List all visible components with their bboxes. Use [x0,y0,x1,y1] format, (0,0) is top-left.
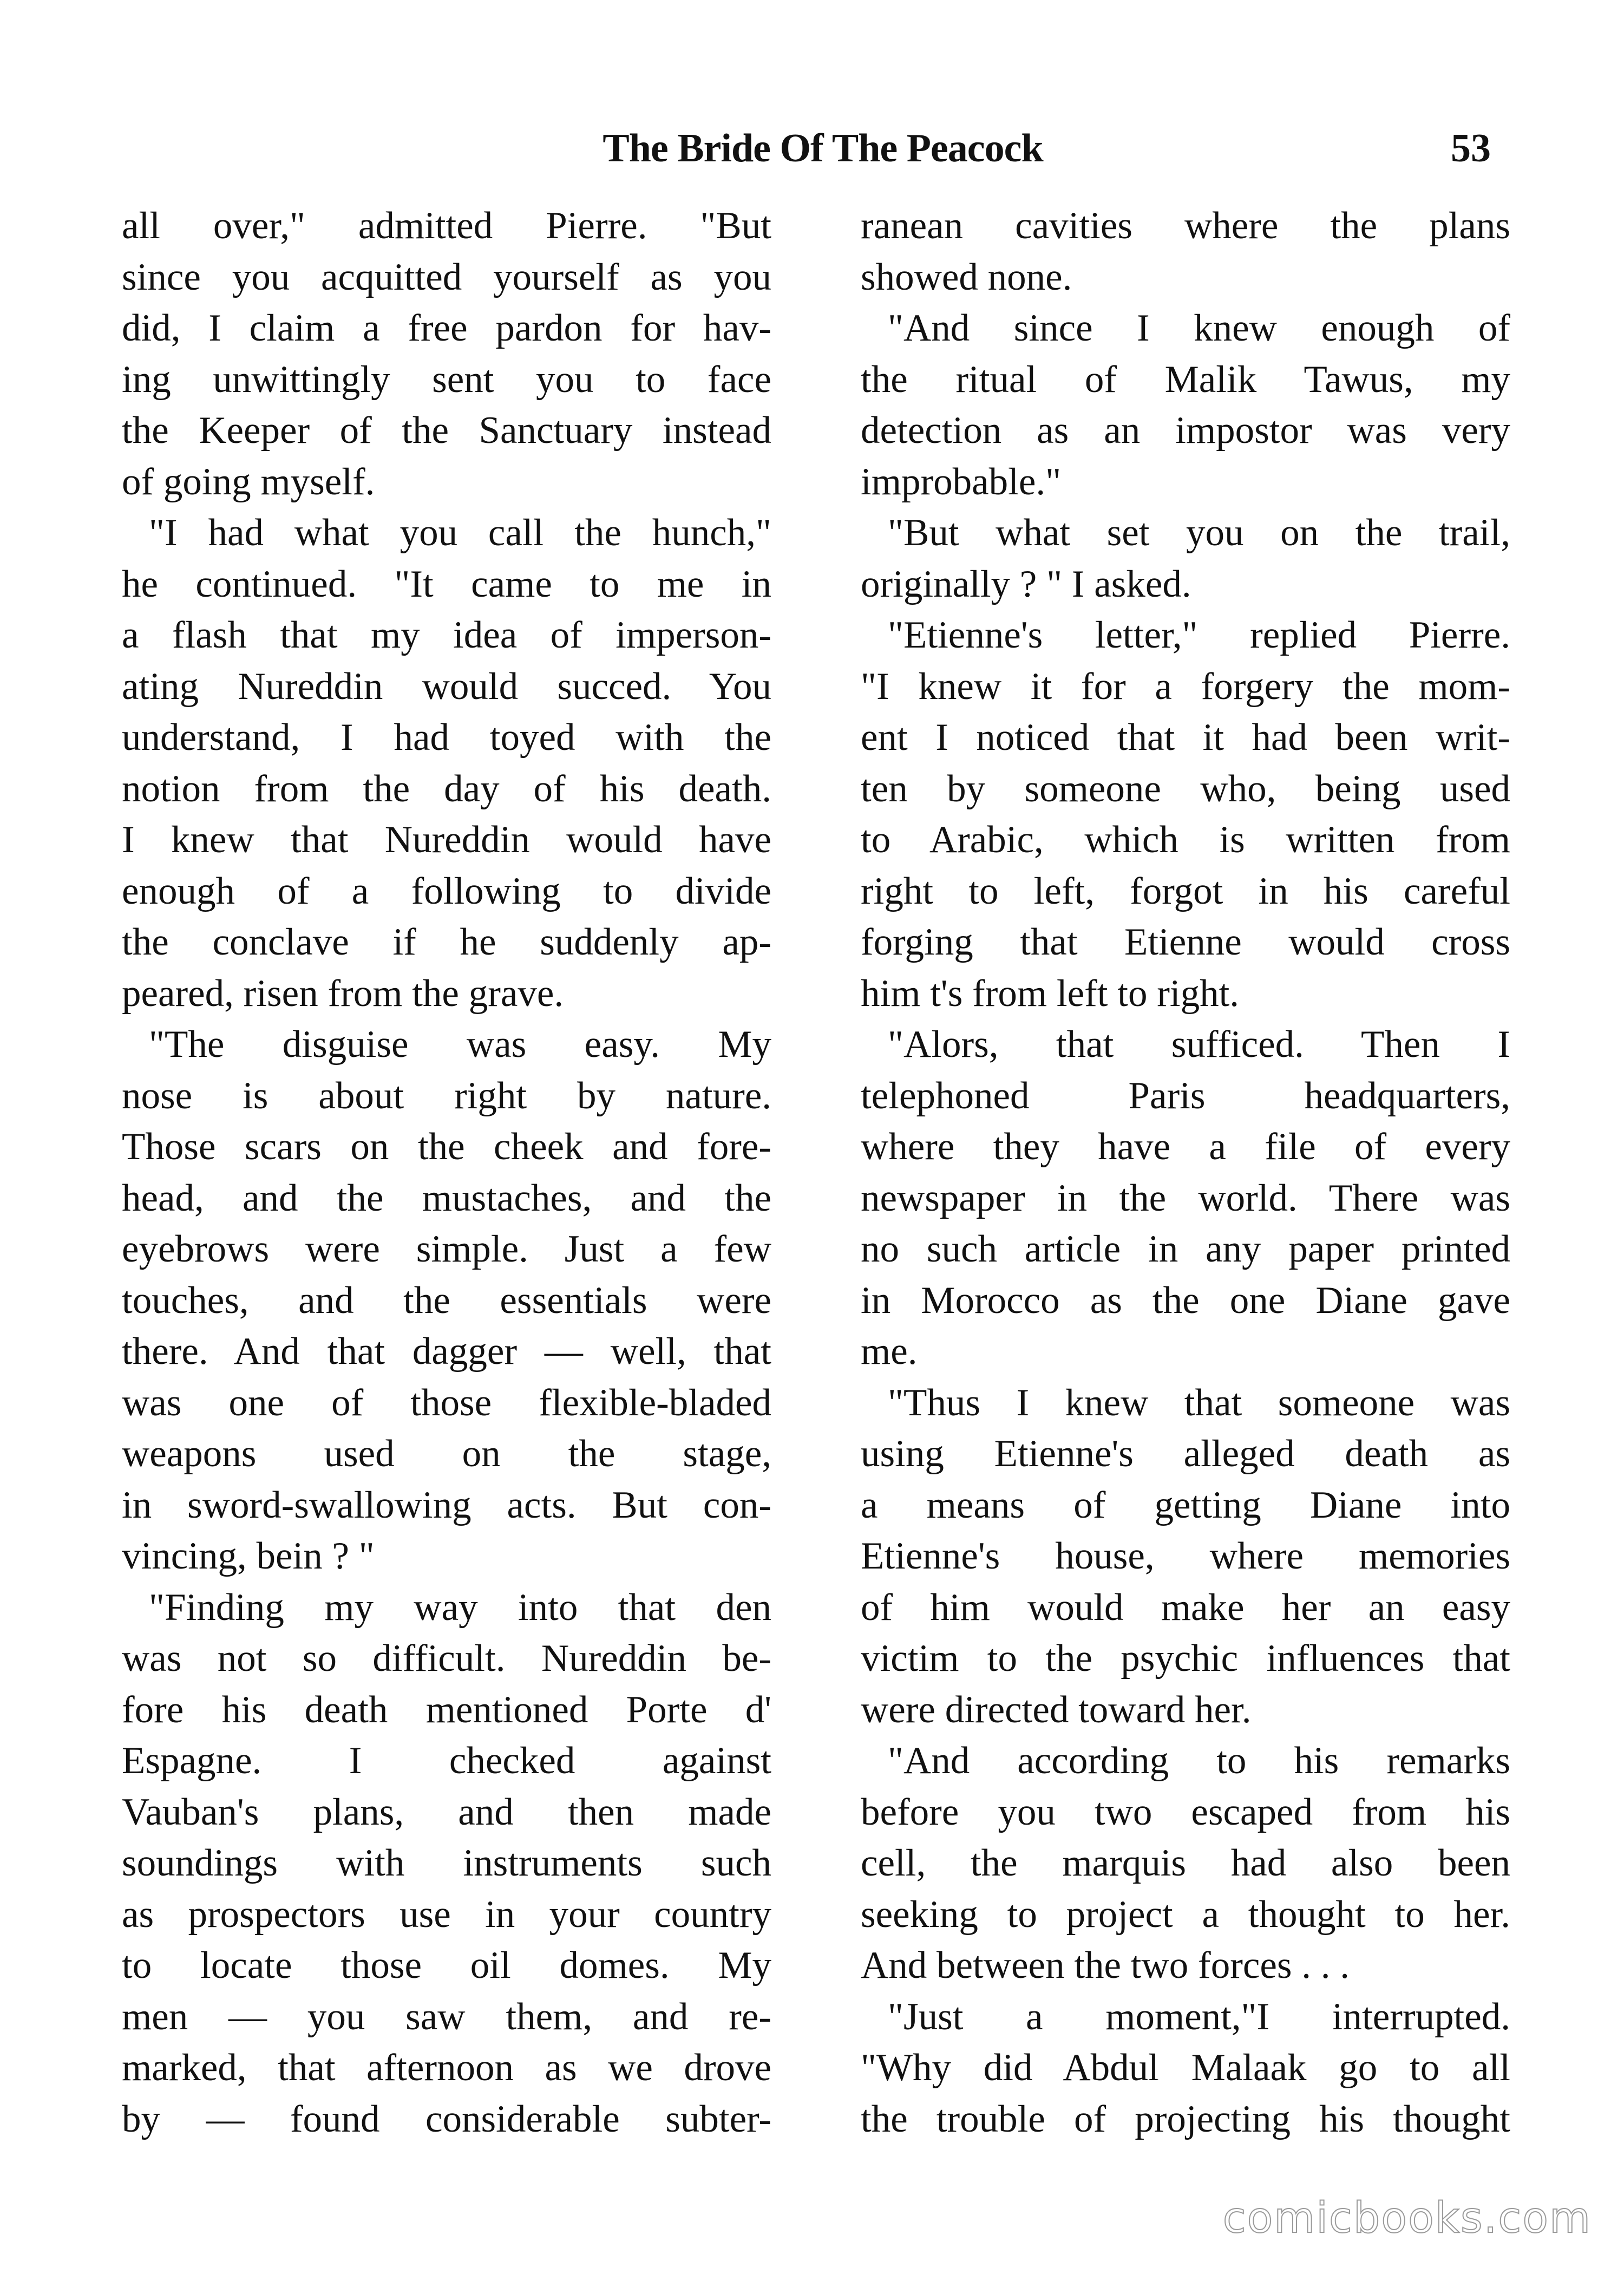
text-line: victim to the psychic influences that [861,1637,1510,1680]
text-line: "Finding my way into that den [149,1586,771,1629]
text-line: soundings with instruments such [122,1842,771,1884]
text-line: me. [861,1330,918,1373]
running-head-title: The Bride Of The Peacock [603,126,1043,171]
text-line: since you acquitted yourself as you [122,256,771,298]
text-line: in sword-swallowing acts. But con- [122,1484,771,1526]
text-line: enough of a following to divide [122,870,771,912]
text-line: detection as an impostor was very [861,409,1510,452]
text-line: ten by someone who, being used [861,767,1510,810]
text-line: "Etienne's letter," replied Pierre. [888,614,1510,656]
text-line: a flash that my idea of imperson- [122,614,771,656]
text-line: fore his death mentioned Porte d' [122,1688,771,1731]
text-line: right to left, forgot in his careful [861,870,1510,912]
text-line: the ritual of Malik Tawus, my [861,358,1510,401]
text-line: "I knew it for a forgery the mom- [861,665,1510,708]
text-line: ating Nureddin would succed. You [122,665,771,708]
text-line: originally ? " I asked. [861,563,1191,605]
text-line: And between the two forces . . . [861,1944,1350,1987]
site-watermark: comicbooks.com [1222,2194,1592,2243]
right-text-column [861,200,1510,2145]
text-line: weapons used on the stage, [122,1433,771,1475]
text-line: did, I claim a free pardon for hav- [122,307,771,349]
text-line: by — found considerable subter- [122,2097,771,2140]
text-line: to Arabic, which is written from [861,819,1510,861]
text-line: eyebrows were simple. Just a few [122,1228,771,1270]
text-line: newspaper in the world. There was [861,1177,1510,1219]
left-text-column [122,200,771,2145]
text-line: Espagne. I checked against [122,1740,771,1782]
text-line: as prospectors use in your country [122,1893,771,1936]
text-line: to locate those oil domes. My [122,1944,771,1987]
text-line: in Morocco as the one Diane gave [861,1279,1510,1322]
text-line: ent I noticed that it had been writ- [861,716,1510,759]
text-line: was not so difficult. Nureddin be- [122,1637,771,1680]
text-line: understand, I had toyed with the [122,716,771,759]
text-line: Etienne's house, where memories [861,1535,1510,1577]
text-line: I knew that Nureddin would have [122,819,771,861]
text-line: "Just a moment,"I interrupted. [888,1995,1510,2038]
text-line: before you two escaped from his [861,1791,1510,1833]
text-line: notion from the day of his death. [122,767,771,810]
text-line: where they have a file of every [861,1126,1510,1168]
text-line: "The disguise was easy. My [149,1023,771,1066]
text-line: showed none. [861,256,1072,298]
text-line: peared, risen from the grave. [122,972,564,1015]
text-line: men — you saw them, and re- [122,1995,771,2038]
text-line: no such article in any paper printed [861,1228,1510,1270]
text-line: forging that Etienne would cross [861,921,1510,963]
text-line: using Etienne's alleged death as [861,1433,1510,1475]
text-line: he continued. "It came to me in [122,563,771,605]
text-line: ranean cavities where the plans [861,205,1510,247]
text-line: "And according to his remarks [888,1740,1510,1782]
text-line: were directed toward her. [861,1688,1252,1731]
text-line: "I had what you call the hunch," [149,512,771,554]
text-line: head, and the mustaches, and the [122,1177,771,1219]
text-line: the Keeper of the Sanctuary instead [122,409,771,452]
text-line: "Why did Abdul Malaak go to all [861,2047,1510,2089]
text-line: was one of those flexible-bladed [122,1381,771,1424]
text-line: of going myself. [122,460,375,503]
text-line: "Alors, that sufficed. Then I [888,1023,1510,1066]
text-line: marked, that afternoon as we drove [122,2047,771,2089]
text-line: "Thus I knew that someone was [888,1381,1510,1424]
text-line: ing unwittingly sent you to face [122,358,771,401]
page-number: 53 [1451,126,1491,171]
text-line: all over," admitted Pierre. "But [122,205,771,247]
text-line: "But what set you on the trail, [888,512,1510,554]
text-line: touches, and the essentials were [122,1279,771,1322]
text-line: nose is about right by nature. [122,1074,771,1117]
text-line: Vauban's plans, and then made [122,1791,771,1833]
text-line: the trouble of projecting his thought [861,2097,1510,2140]
text-line: vincing, bein ? " [122,1535,375,1577]
text-line: seeking to project a thought to her. [861,1893,1510,1936]
text-line: telephoned Paris headquarters, [861,1074,1510,1117]
text-line: the conclave if he suddenly ap- [122,921,771,963]
text-line: "And since I knew enough of [888,307,1510,349]
text-line: a means of getting Diane into [861,1484,1510,1526]
text-line: Those scars on the cheek and fore- [122,1126,771,1168]
text-line: him t's from left to right. [861,972,1240,1015]
text-line: there. And that dagger — well, that [122,1330,771,1373]
text-line: improbable." [861,460,1062,503]
text-line: of him would make her an easy [861,1586,1510,1629]
text-line: cell, the marquis had also been [861,1842,1510,1884]
